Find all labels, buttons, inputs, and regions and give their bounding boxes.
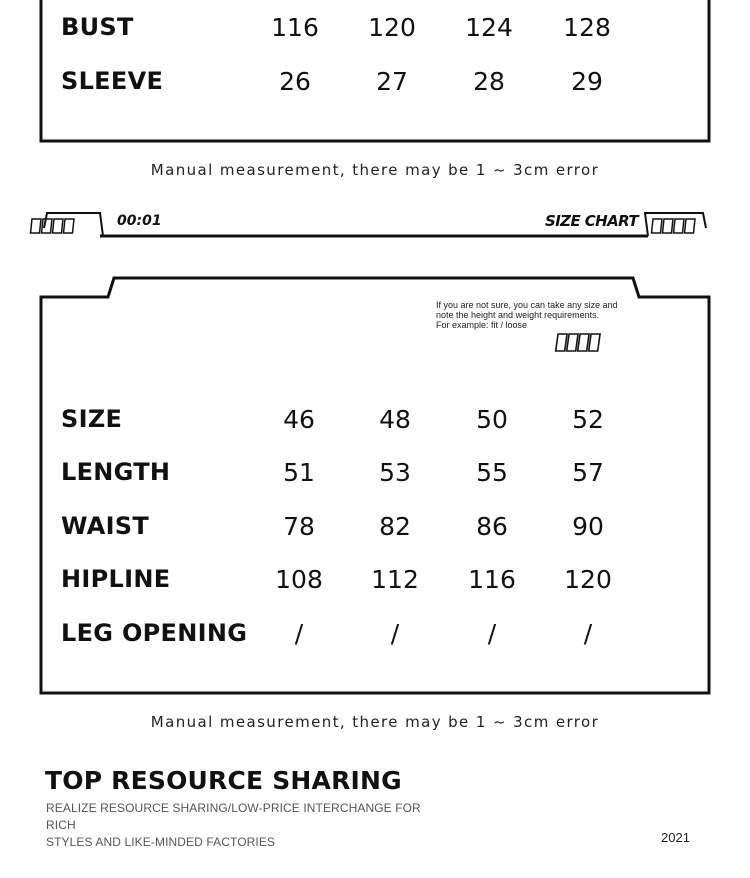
table-cell: 52 <box>572 405 604 434</box>
table-cell: 46 <box>283 405 315 434</box>
row-label-leg-opening: LEG OPENING <box>61 619 248 647</box>
table-cell: 108 <box>275 565 323 594</box>
table-cell: / <box>487 619 497 648</box>
row-label-waist: WAIST <box>61 512 150 540</box>
footer-year: 2021 <box>661 830 690 845</box>
row-label-size: SIZE <box>61 405 123 433</box>
table-cell: 116 <box>468 565 516 594</box>
table-cell: / <box>390 619 400 648</box>
row-label-sleeve: SLEEVE <box>61 67 164 95</box>
table-cell: 29 <box>571 67 603 96</box>
table-cell: 48 <box>379 405 411 434</box>
hint-line: note the height and weight requirements. <box>436 310 600 320</box>
measurement-note-top: Manual measurement, there may be 1 ~ 3cm error <box>150 161 600 179</box>
footer-subtitle-line: REALIZE RESOURCE SHARING/LOW-PRICE INTERCHANGE FOR RICH <box>46 801 421 832</box>
hint-line: If you are not sure, you can take any size and <box>436 300 618 310</box>
row-label-bust: BUST <box>61 13 134 41</box>
table-cell: 50 <box>476 405 508 434</box>
table-cell: 120 <box>564 565 612 594</box>
table-cell: 120 <box>368 13 416 42</box>
footer-subtitle <box>46 800 426 851</box>
table-cell: 27 <box>376 67 408 96</box>
measurement-note-bottom: Manual measurement, there may be 1 ~ 3cm error <box>150 713 600 731</box>
footer-title: TOP RESOURCE SHARING <box>45 766 402 795</box>
footer-subtitle-line: STYLES AND LIKE-MINDED FACTORIES <box>46 835 276 849</box>
table-cell: 78 <box>283 512 315 541</box>
table-cell: 116 <box>271 13 319 42</box>
table-cell: 53 <box>379 458 411 487</box>
table-cell: 57 <box>572 458 604 487</box>
table-cell: / <box>294 619 304 648</box>
left-badge-icon <box>31 219 74 233</box>
table-cell: 112 <box>371 565 419 594</box>
row-label-hipline: HIPLINE <box>61 565 171 593</box>
hint-line: For example: fit / loose <box>436 320 528 330</box>
size-chart-title: SIZE CHART <box>545 212 639 230</box>
table-cell: 124 <box>465 13 513 42</box>
table-cell: 26 <box>279 67 311 96</box>
hint-badge-icon <box>556 334 600 351</box>
right-badge-icon <box>652 219 695 233</box>
table-cell: 55 <box>476 458 508 487</box>
table-cell: 82 <box>379 512 411 541</box>
table-cell: 128 <box>563 13 611 42</box>
row-label-length: LENGTH <box>61 458 171 486</box>
size-hint <box>436 300 636 330</box>
table-cell: 28 <box>473 67 505 96</box>
table-cell: / <box>583 619 593 648</box>
timer-readout: 00:01 <box>117 213 162 229</box>
table-cell: 86 <box>476 512 508 541</box>
table-cell: 51 <box>283 458 315 487</box>
table-cell: 90 <box>572 512 604 541</box>
